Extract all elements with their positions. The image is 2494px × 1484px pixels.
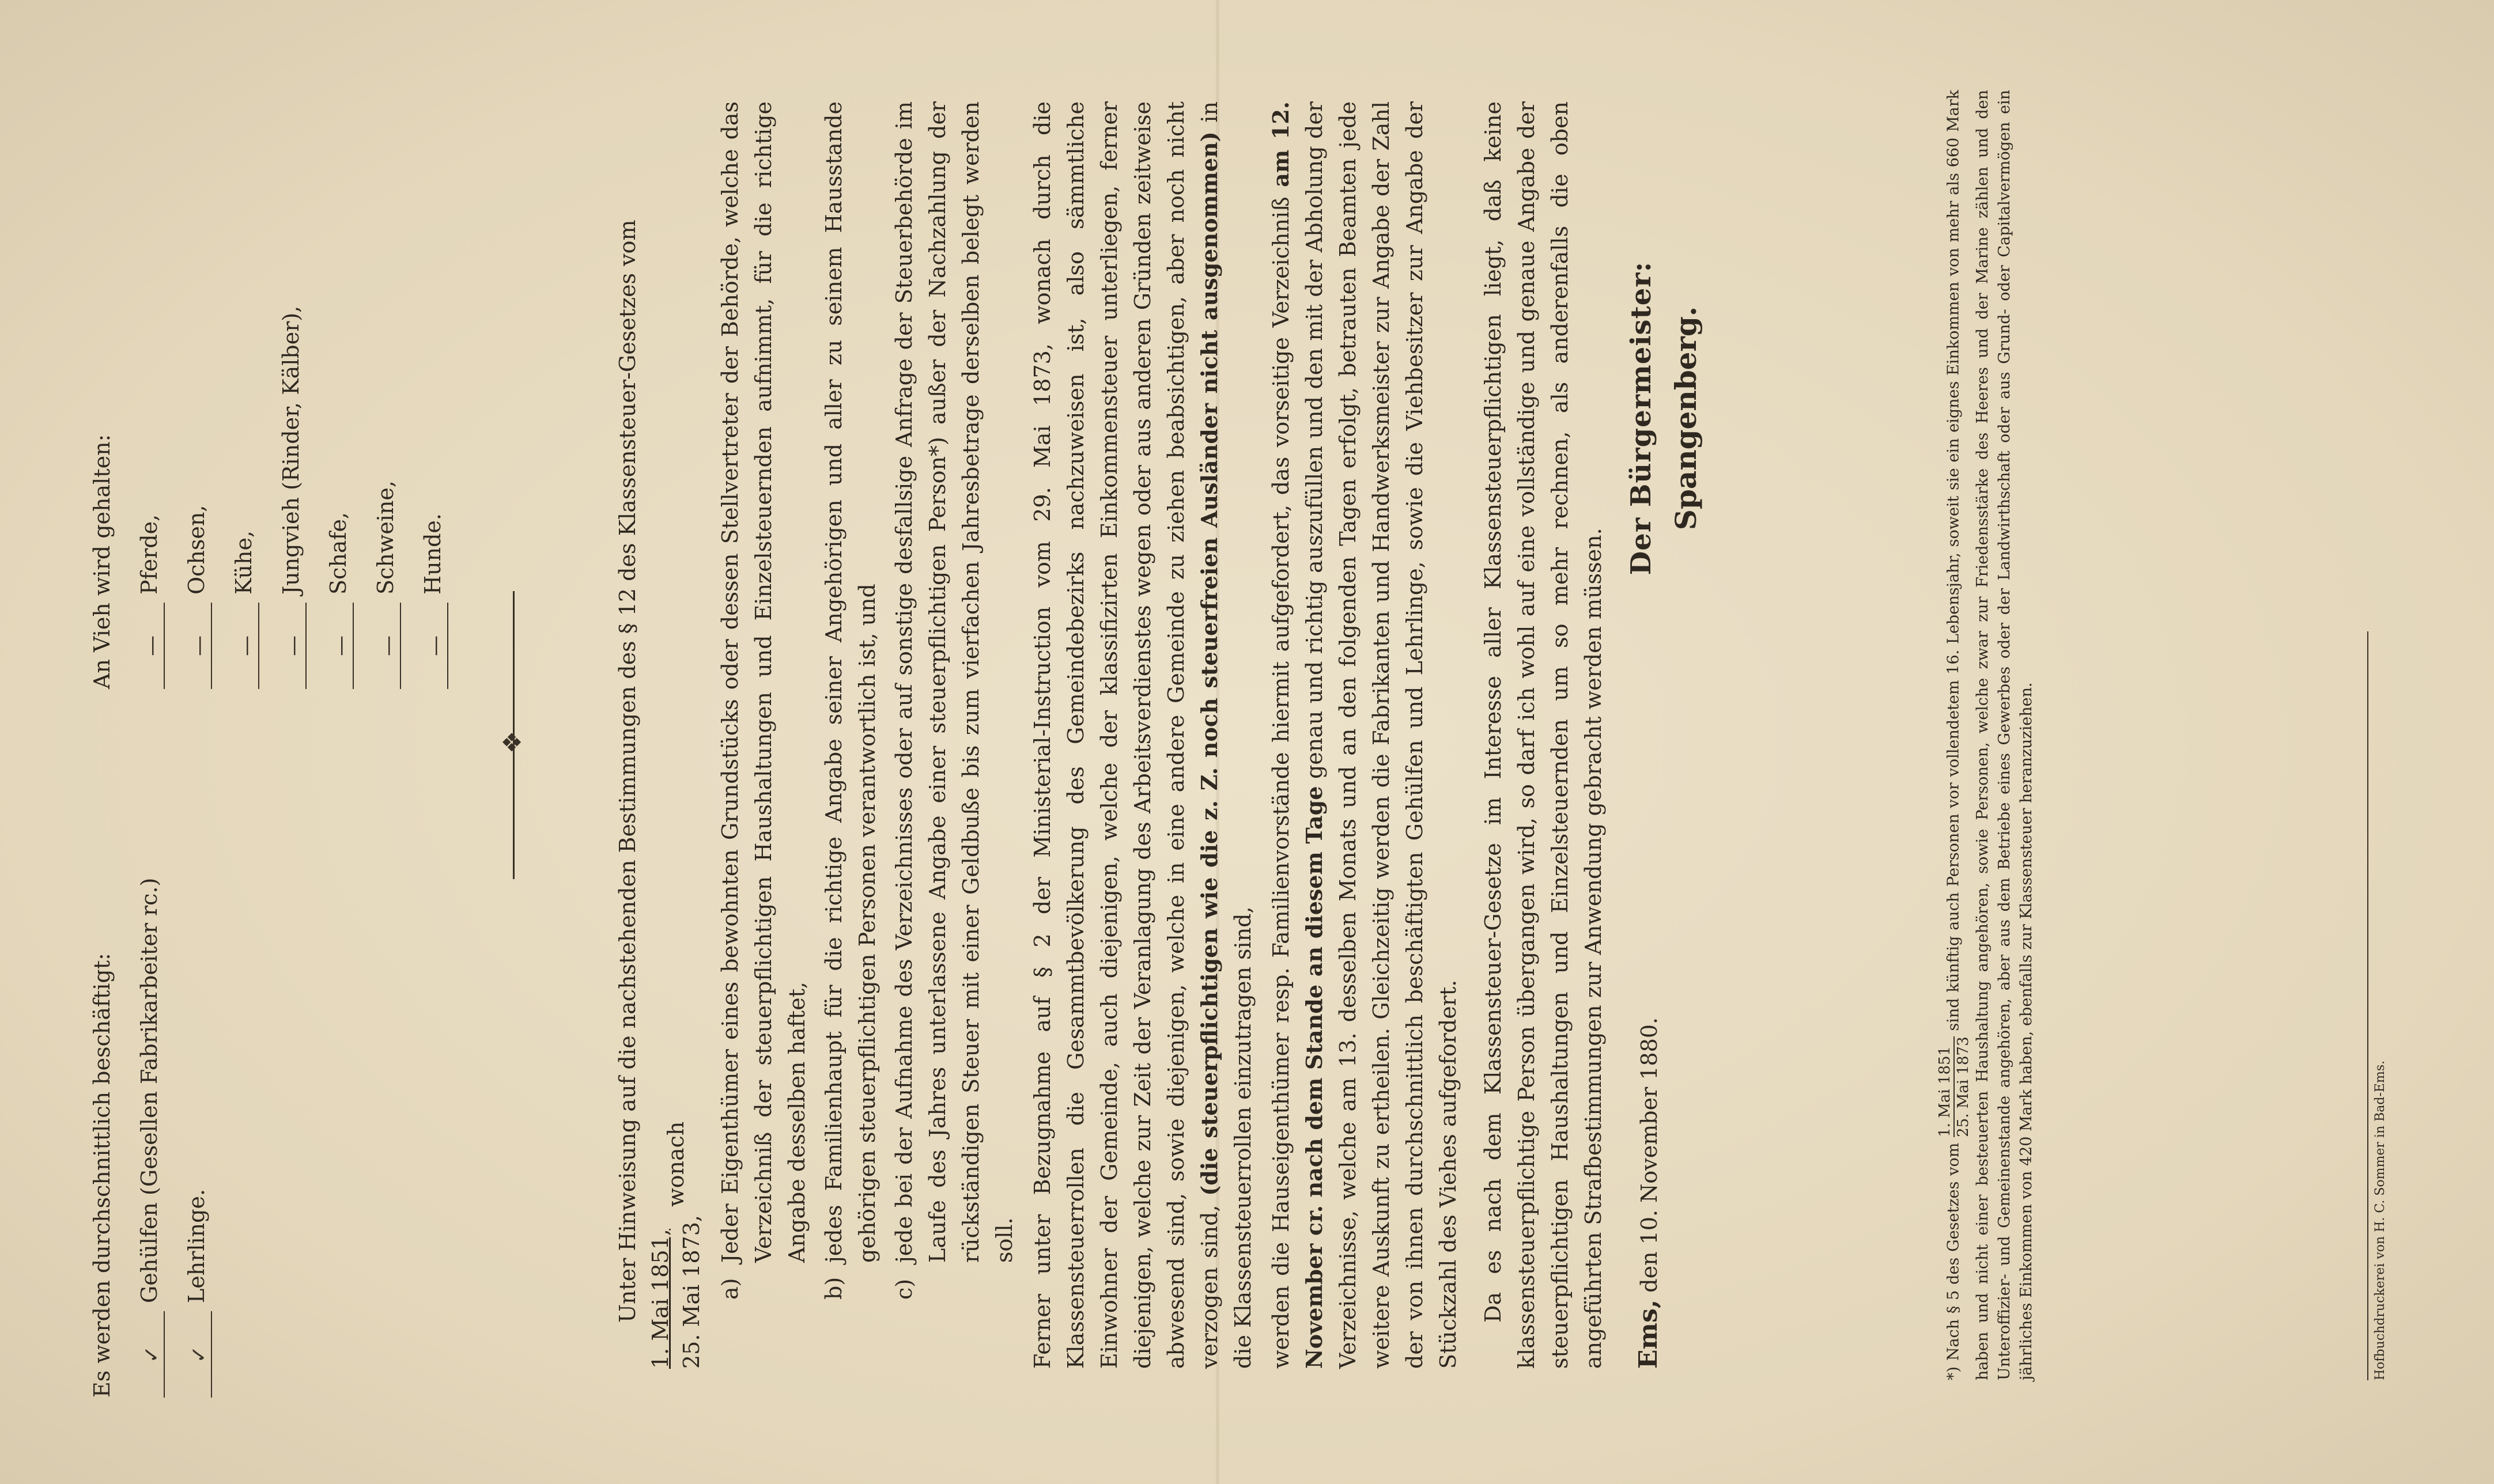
notice-item <box>887 101 1021 1300</box>
employee-mark[interactable]: ✓ <box>188 1311 212 1398</box>
footnote-prefix: *) Nach § 5 des Gesetzes vom <box>1944 1142 1963 1380</box>
notice-para-3 <box>1264 101 1465 1369</box>
printer-imprint: Hofbuchdruckerei von H. C. Sommer in Bad-Ems. <box>2373 1060 2387 1380</box>
employee-row <box>165 764 212 1398</box>
signature-block <box>1625 159 1703 677</box>
footnote-law-dates <box>1936 1036 1972 1137</box>
law-wonach: wonach <box>663 1121 689 1207</box>
signature-title: Der Bürgermeister: <box>1625 261 1657 576</box>
footnote-text: sind künftig auch Personen vor vollendetem 16. Lebensjahr, soweit sie ein eignes Einkommen von mehr als 660 Mark haben und nicht einer besteuerten Haushaltung angehören, sowie Personen, welche zwar zur Friedensstärke des Heeres und der Marine zählen und den Unteroffizier- und Gemeinenstande angehören, aber aus dem Betriebe eines Gewerbes oder der Landwirthschaft oder aus Grund- oder Capitalvermögen ein jährliches Einkommen von 420 Mark haben, ebenfalls zur Klassensteuer heranzuziehen. <box>1944 90 2035 1380</box>
notice-item-label: c) <box>891 1278 917 1300</box>
livestock-label: Schafe, <box>326 512 351 595</box>
notice-para-4: Da es nach dem Klassensteuer-Gesetze im Interesse aller Klassensteuerpflichtigen liegt, daß keine klassensteuerpflichtige Person übergangen wird, so darf ich wohl auf eine vollständige und genaue Angabe der steuerpflichtigen Haushaltungen und Einzelsteuernden um so mehr rechnen, als anderenfalls die oben angeführten Strafbestimmungen zur Anwendung gebracht werden müssen. <box>1480 101 1606 1369</box>
law-date-2: 25. Mai 1873, <box>679 1214 704 1369</box>
livestock-mark[interactable]: — <box>424 603 448 689</box>
notice-para-2-a: Ferner unter Bezugnahme auf § 2 der Ministerial-Instruction vom 29. Mai 1873, wonach durch die Klassensteuerrollen die Gesammtbevölkerung des Gemeindebezirks nachzuweisen ist, also sämmtliche Einwohner der Gemeinde, auch diejenigen, welche der klassifizirten Einkommensteuer unterliegen, ferner diejenigen, welche zur Zeit der Veranlagung des Arbeitsverdienstes wegen oder aus anderen Gründen zeitweise abwesend sind, sowie diejenigen, welche in eine andere Gemeinde zu ziehen beabsichtigen, aber noch nicht verzogen sind, <box>1030 101 1222 1369</box>
dateline-place: Ems, <box>1634 1299 1663 1369</box>
notice-para-2 <box>1026 101 1260 1369</box>
notice-intro <box>611 101 644 1369</box>
signature-name: Spangenberg. <box>1669 306 1703 531</box>
livestock-mark[interactable]: — <box>188 603 212 689</box>
employee-label: Lehrlinge. <box>184 1188 209 1303</box>
notice-item-text: jede bei der Aufnahme des Verzeichnisses oder auf sonstige desfallsige Anfrage der Steuerbehörde im Laufe des Jahres unterlassene Angabe einer steuerpflichtigen Person*) außer der Nachzahlung der rückständigen Steuer mit einer Geldbuße bis zum vierfachen Jahresbetrage derselben belegt werden soll. <box>891 101 1017 1263</box>
notice-item-label: a) <box>717 1278 743 1300</box>
footnote-block <box>1936 90 2038 1380</box>
notice-item-text: jedes Familienhaupt für die richtige Angabe seiner Angehörigen und aller zu seinem Hausstande gehörigen steuerpflichtigen Personen verantwortlich ist, und <box>821 101 880 1263</box>
livestock-row <box>118 113 165 689</box>
livestock-label: Hunde. <box>420 513 445 595</box>
livestock-mark[interactable]: — <box>282 603 307 689</box>
employees-heading: Es werden durchschnittlich beschäftigt: <box>89 953 115 1398</box>
notice-block <box>611 101 1665 1369</box>
notice-item <box>713 101 814 1300</box>
footnote <box>1936 90 2038 1380</box>
livestock-row <box>165 113 212 689</box>
notice-item-text: Jeder Eigenthümer eines bewohnten Grundstücks oder dessen Stellvertreter der Behörde, welche das Verzeichniß der steuerpflichtigen Haushaltungen und Einzelsteuernden aufnimmt, für die richtige Angabe desselben haftet, <box>717 101 810 1263</box>
notice-para-3-bold: am 12. November cr. nach dem Stande an diesem Tage <box>1268 101 1327 1369</box>
livestock-mark[interactable]: — <box>235 603 259 689</box>
notice-para-2-b: in die Klassensteuerrollen einzutragen sind, <box>1197 101 1256 1369</box>
livestock-label: Schweine, <box>373 480 398 595</box>
livestock-row <box>401 113 448 689</box>
livestock-row <box>212 113 259 689</box>
printer-rule <box>2367 631 2368 1380</box>
ornament-icon: ❖ <box>498 730 527 754</box>
notice-intro-text: Unter Hinweisung auf die nachstehenden Bestimmungen des § 12 des Klassensteuer-Gesetzes vom <box>615 219 640 1323</box>
employees-block <box>86 764 212 1398</box>
livestock-label: Jungvieh (Rinder, Kälber), <box>278 305 304 595</box>
livestock-label: Pferde, <box>137 514 162 595</box>
footnote-date-2: 25. Mai 1873 <box>1955 1036 1972 1137</box>
livestock-mark[interactable]: — <box>141 603 165 689</box>
livestock-row <box>307 113 354 689</box>
livestock-label: Kühe, <box>231 530 256 595</box>
livestock-mark[interactable]: — <box>330 603 354 689</box>
notice-items <box>713 101 1021 1300</box>
notice-item <box>817 101 884 1300</box>
livestock-label: Ochsen, <box>184 505 209 595</box>
notice-para-3-a: werden die Hauseigenthümer resp. Familienvorstände hiermit aufgefordert, das vorseitige Verzeichniß <box>1268 196 1294 1369</box>
notice-item-label: b) <box>821 1277 847 1300</box>
law-date-1: 1. Mai 1851, <box>648 1229 673 1369</box>
livestock-block <box>86 113 448 689</box>
livestock-row <box>354 113 401 689</box>
notice-para-3-b: genau und richtig auszufüllen und den mit der Abholung der Verzeichnisse, welche am 13. desselben Monats und an den folgenden Tagen erfolgt, betrauten Beamten jede weitere Auskunft zu ertheilen. Gleichzeitig werden die Fabrikanten und Handwerksmeister zur Angabe der Zahl der von ihnen durchschnittlich beschäftigten Gehülfen und Lehrlinge, sowie die Viehbesitzer zur Angabe der Stückzahl des Viehes aufgefordert. <box>1302 101 1461 1369</box>
livestock-mark[interactable]: — <box>377 603 401 689</box>
notice-para-2-bold: (die steuerpflichtigen wie die z. Z. noch steuerfreien Ausländer nicht ausgenommen) <box>1196 131 1222 1196</box>
footnote-date-1: 1. Mai 1851 <box>1936 1036 1955 1137</box>
livestock-heading: An Vieh wird gehalten: <box>89 434 115 689</box>
employee-label: Gehülfen (Gesellen Fabrikarbeiter rc.) <box>137 877 162 1303</box>
livestock-row <box>259 113 307 689</box>
dateline-date: den 10. November 1880. <box>1637 1017 1662 1293</box>
law-dates <box>644 101 708 1369</box>
employee-mark[interactable]: ✓ <box>141 1311 165 1398</box>
employee-row <box>118 764 165 1398</box>
